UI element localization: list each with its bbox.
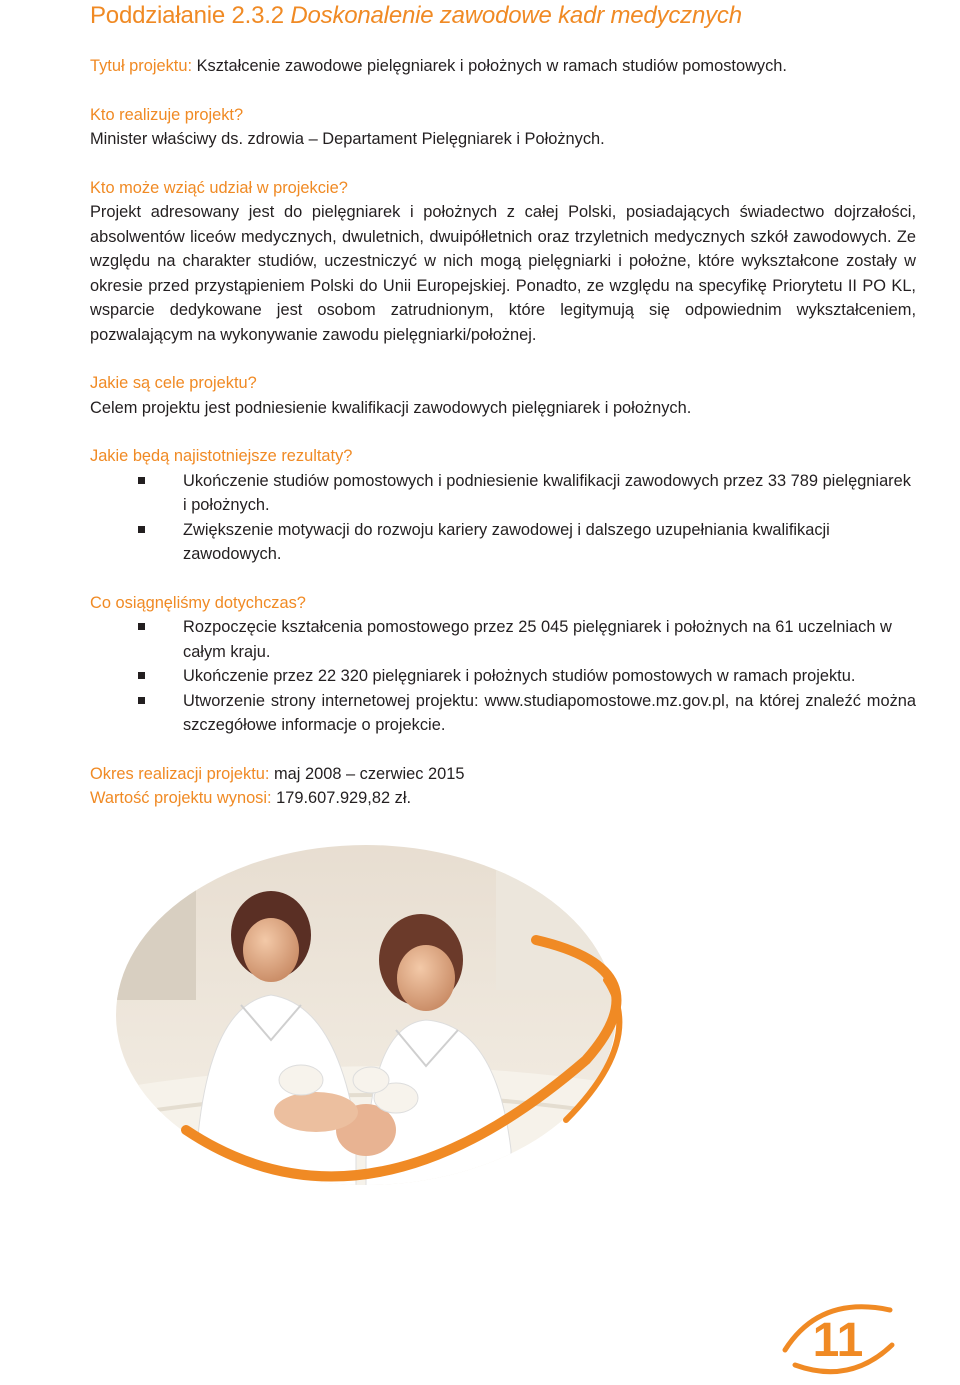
goals-answer: Celem projektu jest podniesienie kwalifikacji zawodowych pielęgniarek i położnych.	[90, 398, 692, 417]
section-heading	[90, 2, 742, 30]
page-number-badge	[780, 1290, 900, 1380]
results-question: Jakie będą najistotniejsze rezultaty?	[90, 447, 353, 465]
who-implements-question: Kto realizuje projekt?	[90, 105, 244, 124]
list-item: Ukończenie studiów pomostowych i podniesienie kwalifikacji zawodowych przez 33 789 pielęgniarek i położnych.	[90, 469, 916, 518]
results-list	[90, 469, 916, 567]
period-line	[90, 762, 916, 787]
list-item: Utworzenie strony internetowej projektu: www.studiapomostowe.mz.gov.pl, na której znaleźć można szczegółowe informacje o projekcie.	[90, 689, 916, 738]
project-title-value: Kształcenie zawodowe pielęgniarek i położnych w ramach studiów pomostowych.	[196, 57, 787, 75]
period-label: Okres realizacji projektu:	[90, 764, 270, 783]
value-label: Wartość projektu wynosi:	[90, 789, 272, 807]
bullet-square-icon	[138, 623, 145, 630]
achievements-question: Co osiągnęliśmy dotychczas?	[90, 593, 306, 612]
bullet-square-icon	[138, 697, 145, 704]
goals-question: Jakie są cele projektu?	[90, 374, 257, 392]
value-line	[90, 786, 916, 811]
project-title-line	[90, 54, 916, 79]
list-item: Zwiększenie motywacji do rozwoju kariery zawodowej i dalszego uzupełniania kwalifikacji zawodowych.	[90, 518, 916, 567]
bullet-square-icon	[138, 526, 145, 533]
bullet-square-icon	[138, 672, 145, 679]
section-title: Doskonalenie zawodowe kadr medycznych	[290, 2, 742, 29]
who-implements-answer: Minister właściwy ds. zdrowia – Departament Pielęgniarek i Położnych.	[90, 130, 605, 148]
achievements-list	[90, 615, 916, 738]
who-can-participate-question: Kto może wziąć udział w projekcie?	[90, 178, 348, 197]
period-value: maj 2008 – czerwiec 2015	[274, 764, 465, 783]
who-can-participate-answer: Projekt adresowany jest do pielęgniarek i położnych z całej Polski, posiadających świadectwo dojrzałości, absolwentów liceów medycznych, dwuletnich, dwuipółletnich oraz trzyletnich medycznych szkół zawodowych. Ze względu na charakter studiów, uczestniczyć w nich mogą pielęgniarki i położne, które wykształcone zostały w okresie przed przystąpieniem Polski do Unii Europejskiej. Ponadto, ze względu na specyfikę Priorytetu II PO KL, wsparcie dedykowane jest osobom zatrudnionym, które legitymują się odpowiednim wykształceniem, pozwalającym na wykonywanie zawodu pielęgniarki/położnej.	[90, 203, 916, 344]
section-number: Poddziałanie 2.3.2	[90, 2, 284, 29]
value-amount: 179.607.929,82 zł.	[276, 789, 412, 807]
bullet-square-icon	[138, 477, 145, 484]
list-item: Ukończenie przez 22 320 pielęgniarek i położnych studiów pomostowych w ramach projektu.	[90, 664, 916, 689]
page-number: 11	[812, 1314, 864, 1367]
main-content	[90, 54, 916, 811]
project-title-label: Tytuł projektu:	[90, 57, 193, 75]
list-item: Rozpoczęcie kształcenia pomostowego przez 25 045 pielęgniarek i położnych na 61 uczelniach w całym kraju.	[90, 615, 916, 664]
nurses-photo	[66, 830, 686, 1190]
